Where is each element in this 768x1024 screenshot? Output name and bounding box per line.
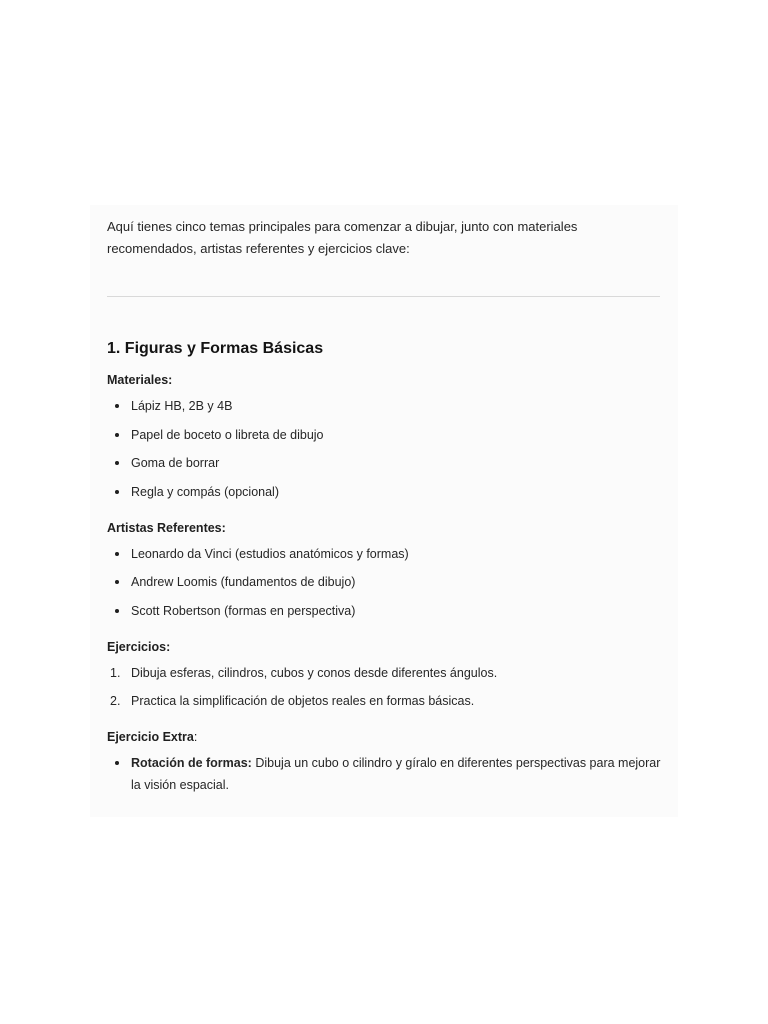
list-item-text: Practica la simplificación de objetos reales en formas básicas. (131, 694, 475, 708)
section-title: 1. Figuras y Formas Básicas (107, 340, 324, 357)
list-item: Goma de borrar (107, 452, 663, 474)
document-content (107, 216, 663, 796)
extra-label-colon: : (193, 730, 198, 744)
list-item (107, 662, 663, 684)
materials-label: Materiales: (107, 373, 173, 387)
list-number: 2. (110, 694, 121, 708)
list-item: Andrew Loomis (fundamentos de dibujo) (107, 571, 663, 593)
list-item: Scott Robertson (formas en perspectiva) (107, 600, 663, 622)
list-item: Regla y compás (opcional) (107, 481, 663, 503)
materials-list (107, 395, 663, 503)
intro-paragraph: Aquí tienes cinco temas principales para comenzar a dibujar, junto con materiales recomendados, artistas referentes y ejercicios clave: (107, 219, 578, 256)
list-item: Papel de boceto o libreta de dibujo (107, 424, 663, 446)
extra-list (107, 752, 663, 796)
list-item: Lápiz HB, 2B y 4B (107, 395, 663, 417)
divider (107, 296, 660, 297)
exercises-label: Ejercicios: (107, 639, 171, 654)
list-item: Leonardo da Vinci (estudios anatómicos y formas) (107, 543, 663, 565)
list-item (107, 690, 663, 712)
extra-label (107, 728, 663, 746)
artists-label: Artistas Referentes: (107, 520, 226, 535)
extra-item-text: Dibuja un cubo o cilindro y gíralo en diferentes perspectivas para mejorar la visión espacial. (131, 756, 661, 792)
list-number: 1. (110, 665, 121, 680)
extra-item-strong: Rotación de formas: (131, 756, 252, 770)
extra-label-text: Ejercicio Extra (107, 730, 194, 744)
exercises-list (107, 662, 663, 713)
list-item-text: Dibuja esferas, cilindros, cubos y conos desde diferentes ángulos. (131, 665, 498, 680)
artists-list (107, 543, 663, 622)
list-item (107, 752, 663, 796)
